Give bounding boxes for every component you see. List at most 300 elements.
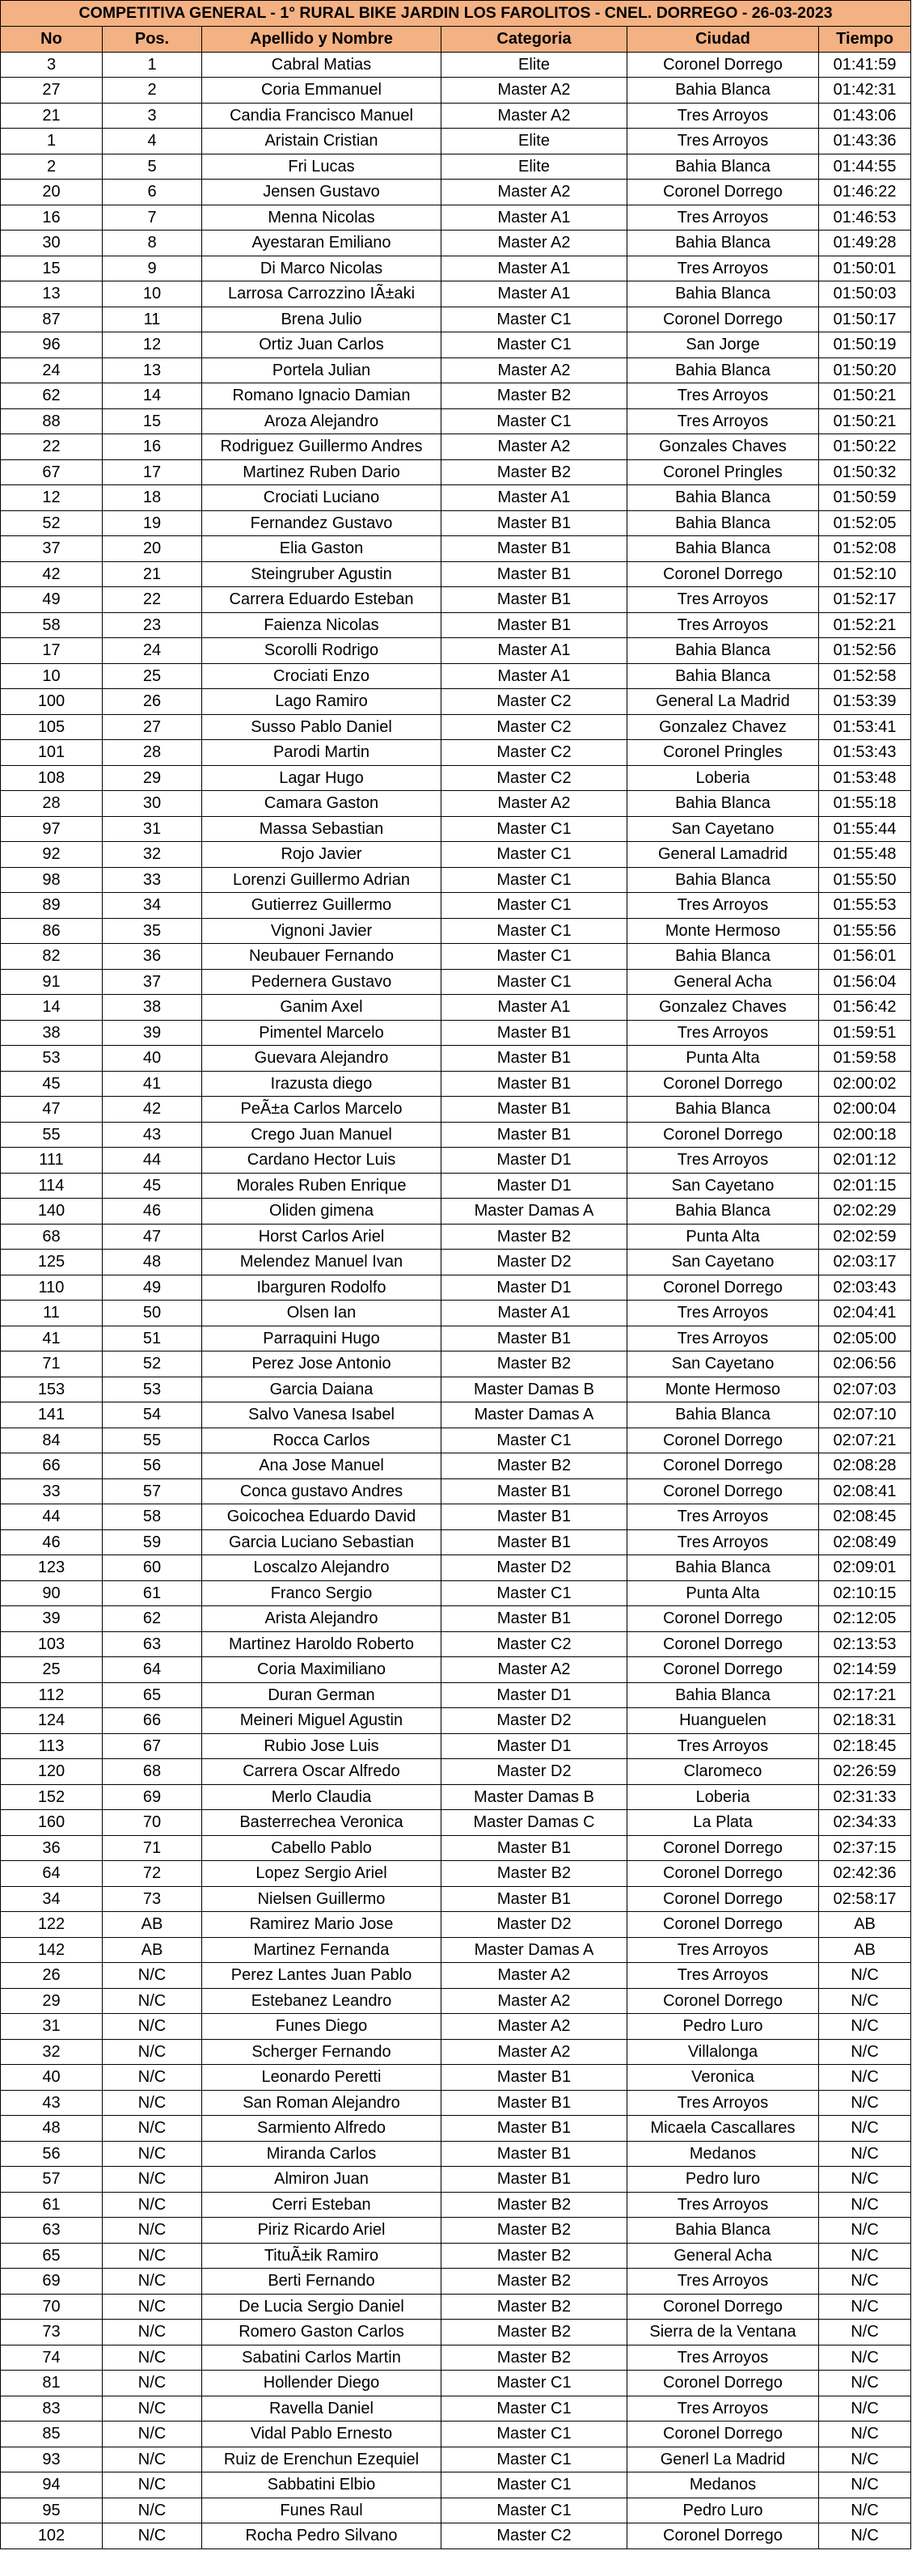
cell-position: N/C: [103, 2116, 202, 2142]
cell-time: 01:49:28: [819, 231, 911, 256]
cell-position: 61: [103, 1580, 202, 1606]
cell-time: 02:03:43: [819, 1275, 911, 1301]
cell-time: 01:42:31: [819, 78, 911, 104]
table-row: [1, 791, 911, 817]
table-row: [1, 1886, 911, 1912]
table-row: [1, 1453, 911, 1479]
cell-time: 02:08:28: [819, 1453, 911, 1479]
cell-category: Master A2: [441, 103, 627, 129]
cell-number: 10: [1, 663, 103, 689]
cell-city: Bahia Blanca: [627, 485, 819, 511]
table-row: [1, 1606, 911, 1632]
cell-name: Basterrechea Veronica: [202, 1810, 441, 1836]
cell-time: N/C: [819, 2371, 911, 2396]
cell-category: Master D1: [441, 1733, 627, 1759]
cell-time: 01:55:50: [819, 867, 911, 893]
cell-category: Master A2: [441, 357, 627, 383]
cell-city: Coronel Dorrego: [627, 1988, 819, 2014]
cell-time: N/C: [819, 2345, 911, 2371]
cell-number: 20: [1, 180, 103, 205]
cell-position: 16: [103, 434, 202, 460]
cell-category: Master B2: [441, 2218, 627, 2244]
table-row: [1, 1861, 911, 1887]
cell-time: 02:04:41: [819, 1301, 911, 1326]
cell-time: 02:18:31: [819, 1708, 911, 1734]
cell-time: 02:17:21: [819, 1682, 911, 1708]
cell-category: Master A2: [441, 1988, 627, 2014]
cell-name: Gutierrez Guillermo: [202, 893, 441, 919]
cell-category: Master B2: [441, 1351, 627, 1377]
cell-name: Funes Diego: [202, 2014, 441, 2040]
cell-number: 93: [1, 2447, 103, 2472]
cell-position: 12: [103, 332, 202, 358]
cell-name: De Lucia Sergio Daniel: [202, 2294, 441, 2320]
cell-category: Master A2: [441, 434, 627, 460]
table-row: [1, 332, 911, 358]
table-row: [1, 1173, 911, 1199]
cell-position: 55: [103, 1428, 202, 1453]
cell-number: 142: [1, 1937, 103, 1963]
cell-category: Master B2: [441, 1224, 627, 1250]
cell-category: Master A2: [441, 2014, 627, 2040]
cell-city: Coronel Dorrego: [627, 2523, 819, 2549]
cell-name: Romano Ignacio Damian: [202, 383, 441, 409]
cell-number: 38: [1, 1020, 103, 1046]
cell-category: Master D1: [441, 1173, 627, 1199]
cell-category: Master A1: [441, 995, 627, 1021]
cell-number: 153: [1, 1377, 103, 1402]
cell-name: Berti Fernando: [202, 2269, 441, 2295]
cell-number: 65: [1, 2243, 103, 2269]
cell-time: N/C: [819, 2039, 911, 2065]
cell-number: 34: [1, 1886, 103, 1912]
cell-city: Huanguelen: [627, 1708, 819, 1734]
cell-category: Master C1: [441, 332, 627, 358]
cell-position: 44: [103, 1148, 202, 1174]
cell-number: 125: [1, 1250, 103, 1275]
table-body: [1, 52, 911, 2549]
cell-name: Conca gustavo Andres: [202, 1478, 441, 1504]
cell-time: N/C: [819, 2090, 911, 2116]
cell-time: 02:00:18: [819, 1122, 911, 1148]
cell-time: 01:52:21: [819, 612, 911, 638]
cell-time: 01:50:20: [819, 357, 911, 383]
cell-time: 02:07:21: [819, 1428, 911, 1453]
cell-name: Garcia Daiana: [202, 1377, 441, 1402]
table-row: [1, 434, 911, 460]
cell-position: N/C: [103, 2065, 202, 2091]
table-row: [1, 2218, 911, 2244]
cell-name: Irazusta diego: [202, 1071, 441, 1097]
cell-number: 25: [1, 1657, 103, 1683]
cell-category: Master A2: [441, 791, 627, 817]
cell-city: San Cayetano: [627, 816, 819, 842]
cell-city: Coronel Dorrego: [627, 1657, 819, 1683]
cell-number: 52: [1, 510, 103, 536]
cell-name: Jensen Gustavo: [202, 180, 441, 205]
cell-position: 67: [103, 1733, 202, 1759]
cell-number: 13: [1, 281, 103, 307]
cell-time: N/C: [819, 2192, 911, 2218]
cell-number: 55: [1, 1122, 103, 1148]
cell-number: 36: [1, 1835, 103, 1861]
cell-city: Coronel Dorrego: [627, 561, 819, 587]
cell-category: Master B1: [441, 1886, 627, 1912]
cell-name: Garcia Luciano Sebastian: [202, 1529, 441, 1555]
table-row: [1, 1631, 911, 1657]
cell-city: Tres Arroyos: [627, 1937, 819, 1963]
cell-city: General Acha: [627, 969, 819, 995]
cell-number: 17: [1, 638, 103, 664]
cell-number: 101: [1, 740, 103, 766]
cell-city: Tres Arroyos: [627, 2396, 819, 2422]
cell-number: 45: [1, 1071, 103, 1097]
cell-city: San Cayetano: [627, 1351, 819, 1377]
cell-name: Goicochea Eduardo David: [202, 1504, 441, 1530]
cell-time: 01:56:01: [819, 944, 911, 970]
cell-number: 85: [1, 2422, 103, 2447]
cell-name: Portela Julian: [202, 357, 441, 383]
table-row: [1, 485, 911, 511]
cell-position: 36: [103, 944, 202, 970]
cell-number: 46: [1, 1529, 103, 1555]
cell-city: Tres Arroyos: [627, 1326, 819, 1351]
cell-time: 02:08:49: [819, 1529, 911, 1555]
cell-city: Coronel Dorrego: [627, 2294, 819, 2320]
cell-name: Cabral Matias: [202, 52, 441, 78]
cell-position: 49: [103, 1275, 202, 1301]
cell-number: 2: [1, 154, 103, 180]
cell-category: Elite: [441, 129, 627, 154]
cell-time: 01:53:48: [819, 765, 911, 791]
cell-number: 12: [1, 485, 103, 511]
table-row: [1, 1301, 911, 1326]
cell-category: Master D2: [441, 1250, 627, 1275]
table-row: [1, 1835, 911, 1861]
cell-time: 01:50:59: [819, 485, 911, 511]
cell-time: N/C: [819, 2396, 911, 2422]
table-row: [1, 638, 911, 664]
cell-time: 01:53:43: [819, 740, 911, 766]
cell-time: N/C: [819, 1963, 911, 1989]
cell-city: Tres Arroyos: [627, 2192, 819, 2218]
cell-number: 47: [1, 1097, 103, 1123]
cell-name: Arista Alejandro: [202, 1606, 441, 1632]
cell-name: Cerri Esteban: [202, 2192, 441, 2218]
cell-time: 01:52:10: [819, 561, 911, 587]
cell-category: Master B1: [441, 2090, 627, 2116]
table-row: [1, 1580, 911, 1606]
cell-city: Tres Arroyos: [627, 1529, 819, 1555]
cell-city: Gonzales Chaves: [627, 434, 819, 460]
cell-time: N/C: [819, 2065, 911, 2091]
cell-position: 24: [103, 638, 202, 664]
table-row: [1, 510, 911, 536]
table-row: [1, 180, 911, 205]
cell-city: Tres Arroyos: [627, 205, 819, 231]
cell-name: Carrera Eduardo Esteban: [202, 587, 441, 613]
cell-number: 53: [1, 1046, 103, 1072]
cell-city: Gonzalez Chaves: [627, 995, 819, 1021]
cell-number: 15: [1, 256, 103, 281]
table-row: [1, 969, 911, 995]
cell-name: Martinez Ruben Dario: [202, 459, 441, 485]
cell-name: Piriz Ricardo Ariel: [202, 2218, 441, 2244]
cell-name: Ramirez Mario Jose: [202, 1912, 441, 1938]
cell-city: Coronel Dorrego: [627, 1835, 819, 1861]
cell-time: 02:06:56: [819, 1351, 911, 1377]
cell-name: Lagar Hugo: [202, 765, 441, 791]
cell-position: N/C: [103, 2523, 202, 2549]
cell-position: 73: [103, 1886, 202, 1912]
cell-city: Bahia Blanca: [627, 231, 819, 256]
cell-time: N/C: [819, 2014, 911, 2040]
cell-name: Sarmiento Alfredo: [202, 2116, 441, 2142]
cell-category: Master B1: [441, 561, 627, 587]
table-row: [1, 2167, 911, 2193]
cell-number: 103: [1, 1631, 103, 1657]
cell-time: 01:53:41: [819, 714, 911, 740]
cell-time: 01:46:22: [819, 180, 911, 205]
table-row: [1, 2472, 911, 2498]
table-row: [1, 2269, 911, 2295]
cell-time: AB: [819, 1912, 911, 1938]
cell-name: Rodriguez Guillermo Andres: [202, 434, 441, 460]
cell-position: 32: [103, 842, 202, 868]
table-row: [1, 1784, 911, 1810]
cell-number: 68: [1, 1224, 103, 1250]
cell-category: Master Damas C: [441, 1810, 627, 1836]
cell-name: Ibarguren Rodolfo: [202, 1275, 441, 1301]
cell-position: 57: [103, 1478, 202, 1504]
cell-category: Master C2: [441, 765, 627, 791]
cell-position: 70: [103, 1810, 202, 1836]
cell-name: Melendez Manuel Ivan: [202, 1250, 441, 1275]
cell-position: 6: [103, 180, 202, 205]
table-row: [1, 205, 911, 231]
column-header-no: No: [1, 26, 103, 52]
cell-city: Coronel Dorrego: [627, 2371, 819, 2396]
cell-category: Master B1: [441, 2141, 627, 2167]
cell-number: 64: [1, 1861, 103, 1887]
cell-city: Bahia Blanca: [627, 638, 819, 664]
table-row: [1, 2141, 911, 2167]
cell-category: Master B2: [441, 2269, 627, 2295]
cell-position: 4: [103, 129, 202, 154]
cell-number: 140: [1, 1199, 103, 1225]
cell-category: Master B2: [441, 2345, 627, 2371]
cell-category: Master B2: [441, 2320, 627, 2345]
cell-category: Master D2: [441, 1708, 627, 1734]
cell-category: Master D2: [441, 1759, 627, 1785]
cell-number: 39: [1, 1606, 103, 1632]
cell-name: Pedernera Gustavo: [202, 969, 441, 995]
cell-city: General La Madrid: [627, 689, 819, 715]
cell-city: Tres Arroyos: [627, 1963, 819, 1989]
cell-name: Lago Ramiro: [202, 689, 441, 715]
cell-name: Merlo Claudia: [202, 1784, 441, 1810]
cell-city: Bahia Blanca: [627, 536, 819, 562]
cell-name: Scherger Fernando: [202, 2039, 441, 2065]
cell-category: Master D1: [441, 1682, 627, 1708]
cell-number: 58: [1, 612, 103, 638]
cell-position: N/C: [103, 2243, 202, 2269]
cell-position: 63: [103, 1631, 202, 1657]
column-header-category: Categoria: [441, 26, 627, 52]
table-row: [1, 1351, 911, 1377]
cell-position: N/C: [103, 2498, 202, 2523]
cell-position: 2: [103, 78, 202, 104]
table-row: [1, 2090, 911, 2116]
cell-time: 02:14:59: [819, 1657, 911, 1683]
cell-name: Salvo Vanesa Isabel: [202, 1402, 441, 1428]
cell-time: N/C: [819, 2141, 911, 2167]
cell-position: 27: [103, 714, 202, 740]
cell-category: Master B1: [441, 1071, 627, 1097]
cell-number: 37: [1, 536, 103, 562]
cell-position: 8: [103, 231, 202, 256]
cell-name: Funes Raul: [202, 2498, 441, 2523]
cell-position: N/C: [103, 2320, 202, 2345]
cell-number: 92: [1, 842, 103, 868]
cell-city: Sierra de la Ventana: [627, 2320, 819, 2345]
cell-number: 88: [1, 408, 103, 434]
table-row: [1, 2498, 911, 2523]
cell-number: 26: [1, 1963, 103, 1989]
cell-position: N/C: [103, 1988, 202, 2014]
table-row: [1, 1504, 911, 1530]
cell-category: Master C1: [441, 969, 627, 995]
cell-number: 42: [1, 561, 103, 587]
cell-name: Sabbatini Elbio: [202, 2472, 441, 2498]
cell-number: 110: [1, 1275, 103, 1301]
cell-category: Master C2: [441, 714, 627, 740]
cell-number: 56: [1, 2141, 103, 2167]
cell-time: N/C: [819, 2498, 911, 2523]
cell-position: N/C: [103, 2014, 202, 2040]
cell-time: N/C: [819, 2422, 911, 2447]
table-row: [1, 1963, 911, 1989]
cell-time: 01:41:59: [819, 52, 911, 78]
cell-number: 33: [1, 1478, 103, 1504]
table-row: [1, 231, 911, 256]
cell-time: 02:13:53: [819, 1631, 911, 1657]
cell-category: Master B2: [441, 459, 627, 485]
cell-position: 54: [103, 1402, 202, 1428]
cell-time: N/C: [819, 2294, 911, 2320]
cell-number: 113: [1, 1733, 103, 1759]
cell-name: Olsen Ian: [202, 1301, 441, 1326]
cell-category: Master A2: [441, 1963, 627, 1989]
cell-number: 91: [1, 969, 103, 995]
table-row: [1, 2396, 911, 2422]
table-row: [1, 1428, 911, 1453]
table-row: [1, 2523, 911, 2549]
table-row: [1, 740, 911, 766]
cell-category: Master B1: [441, 587, 627, 613]
cell-number: 24: [1, 357, 103, 383]
cell-number: 74: [1, 2345, 103, 2371]
cell-time: 01:50:01: [819, 256, 911, 281]
cell-position: N/C: [103, 2396, 202, 2422]
cell-name: Rojo Javier: [202, 842, 441, 868]
cell-time: 01:52:05: [819, 510, 911, 536]
table-row: [1, 2422, 911, 2447]
cell-name: Sabatini Carlos Martin: [202, 2345, 441, 2371]
cell-number: 11: [1, 1301, 103, 1326]
cell-number: 62: [1, 383, 103, 409]
cell-city: Coronel Dorrego: [627, 52, 819, 78]
column-header-name: Apellido y Nombre: [202, 26, 441, 52]
cell-position: 34: [103, 893, 202, 919]
cell-name: Vidal Pablo Ernesto: [202, 2422, 441, 2447]
cell-time: 02:09:01: [819, 1555, 911, 1581]
cell-name: Aristain Cristian: [202, 129, 441, 154]
cell-time: N/C: [819, 1988, 911, 2014]
cell-time: 02:58:17: [819, 1886, 911, 1912]
cell-number: 16: [1, 205, 103, 231]
cell-position: 7: [103, 205, 202, 231]
cell-position: 15: [103, 408, 202, 434]
cell-number: 123: [1, 1555, 103, 1581]
cell-name: Coria Emmanuel: [202, 78, 441, 104]
cell-city: Tres Arroyos: [627, 2269, 819, 2295]
cell-position: N/C: [103, 2167, 202, 2193]
cell-time: 01:56:42: [819, 995, 911, 1021]
title-row: [1, 1, 911, 27]
cell-city: San Cayetano: [627, 1250, 819, 1275]
cell-number: 21: [1, 103, 103, 129]
cell-city: Tres Arroyos: [627, 1148, 819, 1174]
cell-category: Master A1: [441, 485, 627, 511]
table-row: [1, 1377, 911, 1402]
cell-position: N/C: [103, 2371, 202, 2396]
cell-category: Master C1: [441, 408, 627, 434]
cell-name: Leonardo Peretti: [202, 2065, 441, 2091]
cell-position: N/C: [103, 2472, 202, 2498]
cell-number: 95: [1, 2498, 103, 2523]
cell-category: Master C1: [441, 1580, 627, 1606]
cell-category: Master C1: [441, 816, 627, 842]
cell-city: Coronel Dorrego: [627, 2422, 819, 2447]
cell-number: 14: [1, 995, 103, 1021]
cell-category: Master C2: [441, 740, 627, 766]
cell-position: 56: [103, 1453, 202, 1479]
table-row: [1, 1708, 911, 1734]
cell-time: N/C: [819, 2447, 911, 2472]
cell-position: 22: [103, 587, 202, 613]
cell-position: 72: [103, 1861, 202, 1887]
cell-city: Bahia Blanca: [627, 1555, 819, 1581]
table-row: [1, 1912, 911, 1938]
table-row: [1, 459, 911, 485]
cell-name: Di Marco Nicolas: [202, 256, 441, 281]
cell-name: Perez Jose Antonio: [202, 1351, 441, 1377]
cell-position: 37: [103, 969, 202, 995]
cell-category: Master C1: [441, 842, 627, 868]
cell-time: 02:01:12: [819, 1148, 911, 1174]
table-row: [1, 1250, 911, 1275]
cell-time: 01:53:39: [819, 689, 911, 715]
cell-time: 02:26:59: [819, 1759, 911, 1785]
cell-category: Master C1: [441, 2371, 627, 2396]
cell-category: Master B1: [441, 1504, 627, 1530]
cell-city: Tres Arroyos: [627, 1301, 819, 1326]
cell-number: 71: [1, 1351, 103, 1377]
cell-category: Master B1: [441, 1326, 627, 1351]
cell-city: General Acha: [627, 2243, 819, 2269]
table-row: [1, 2447, 911, 2472]
